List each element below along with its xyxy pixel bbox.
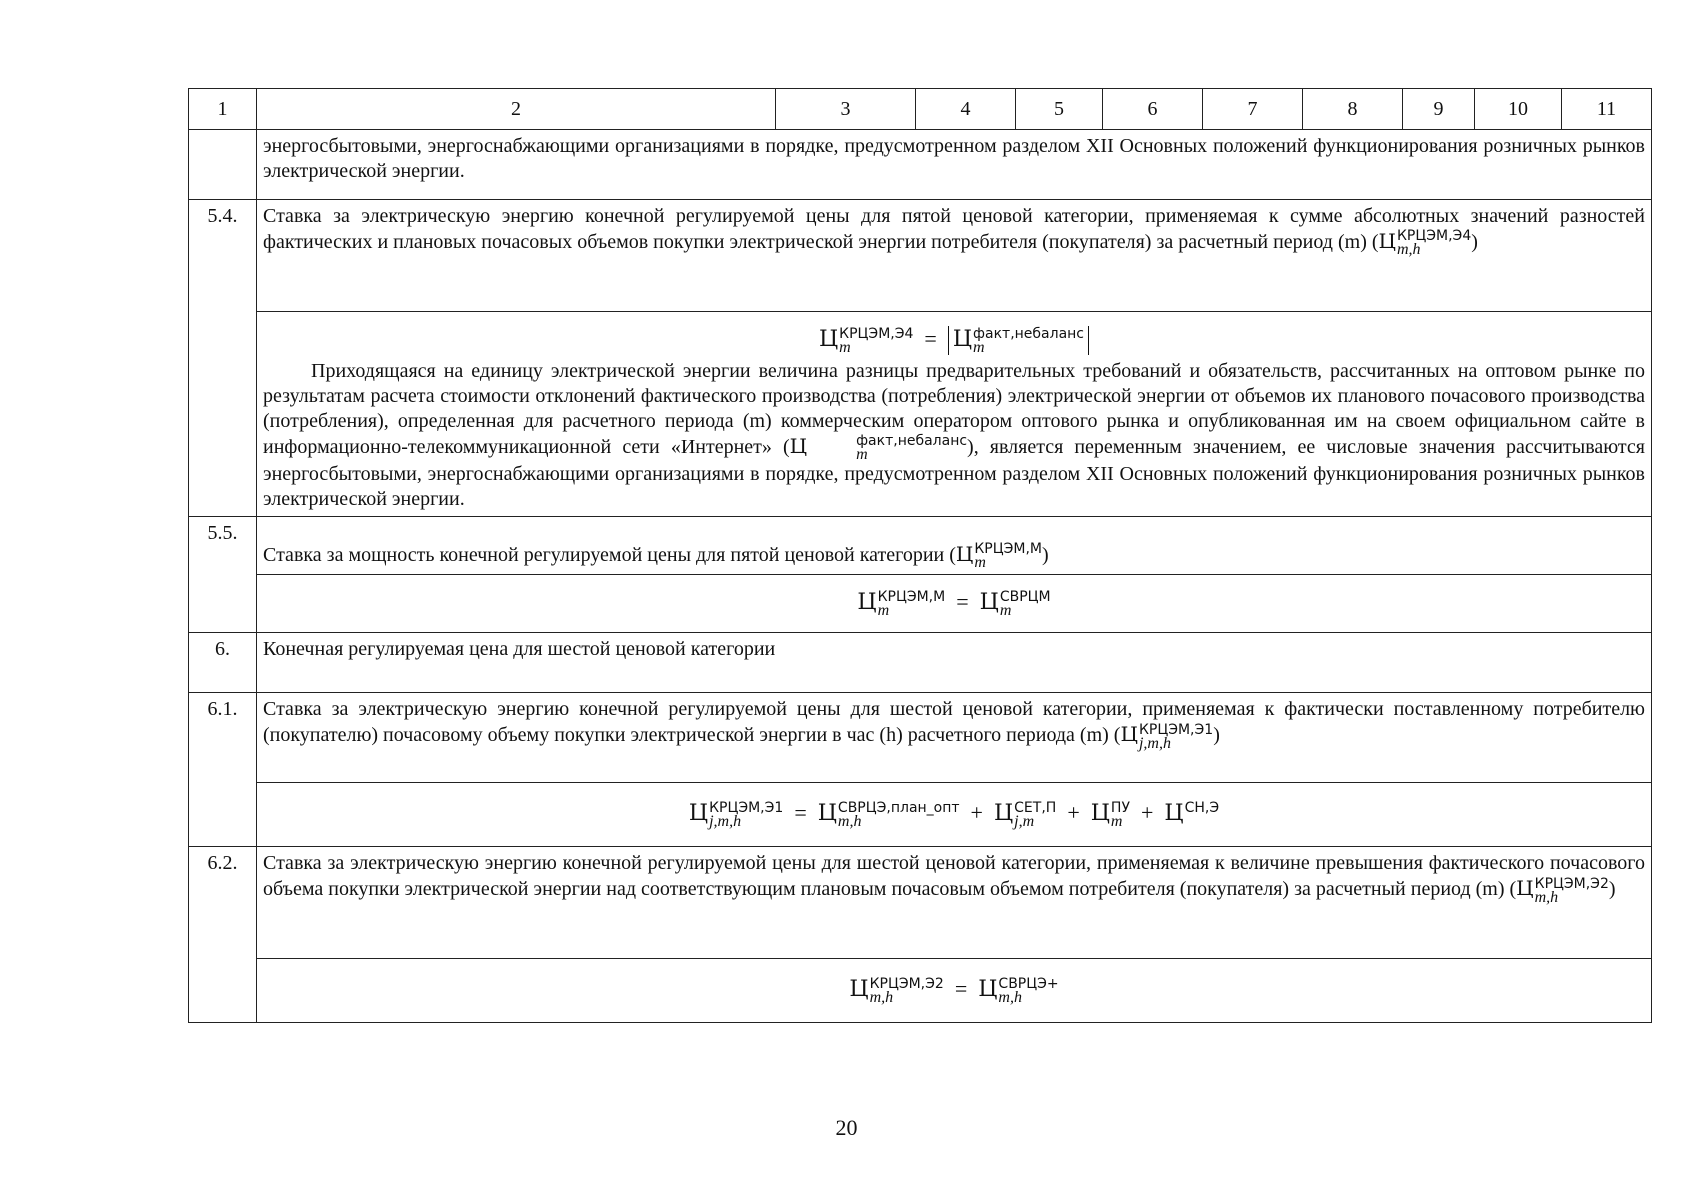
table-row xyxy=(189,575,1652,633)
table-row xyxy=(189,633,1652,693)
table-row xyxy=(189,959,1652,1023)
header-cell: 4 xyxy=(916,89,1016,130)
header-cell: 10 xyxy=(1475,89,1562,130)
row-text: Ставка за электрическую энергию конечной регулируемой цены для шестой ценовой категории, применяемая к величине превышения фактического почасового объема покупки электрической энергии над соответствующим плановым почасовым объемом потребителя (покупателя) за расчетный период (m) (Ц КРЦЭМ,Э2 m,h ) xyxy=(257,847,1652,959)
table-row xyxy=(189,200,1652,312)
table-row xyxy=(189,693,1652,783)
row-number: 6.2. xyxy=(189,847,257,1023)
table-row xyxy=(189,847,1652,959)
header-cell: 6 xyxy=(1103,89,1203,130)
header-cell: 1 xyxy=(189,89,257,130)
row-text: Конечная регулируемая цена для шестой ценовой категории xyxy=(257,633,1652,693)
header-cell: 2 xyxy=(257,89,776,130)
header-cell: 8 xyxy=(1303,89,1403,130)
table-row xyxy=(189,130,1652,200)
row-text: Ставка за мощность конечной регулируемой цены для пятой ценовой категории (Ц КРЦЭМ,М m ) xyxy=(257,517,1652,575)
header-cell: 11 xyxy=(1562,89,1652,130)
header-cell: 9 xyxy=(1403,89,1475,130)
table-row xyxy=(189,517,1652,575)
formula: Ц КРЦЭМ,Э1 j,m,h = Ц СВРЦЭ,план_опт m,h + Ц СЕТ,П j,m + Ц ПУ m + Ц СН,Э xyxy=(257,783,1652,847)
table-row xyxy=(189,312,1652,517)
table-row xyxy=(189,783,1652,847)
header-cell: 5 xyxy=(1016,89,1103,130)
paragraph: Приходящаяся на единицу электрической энергии величина разницы предварительных требований и обязательств, рассчитанных на оптовом рынке по результатам расчета стоимости отклонений фактического производства (потребления) электрической энергии от объемов их планового почасового производства (потребления), определенная для расчетного периода (m) коммерческим оператором оптового рынка и опубликованная им на своем официальном сайте в информационно-телекоммуникационной сети «Интернет» (Ц факт,небаланс m ), является переменным значением, ее числовые значения рассчитываются энергосбытовыми, энергоснабжающими организациями в порядке, предусмотренном разделом XII Основных положений функционирования розничных рынков электрической энергии. xyxy=(263,359,1645,511)
row-number: 6.1. xyxy=(189,693,257,847)
page-number: 20 xyxy=(835,1115,858,1140)
row-text: Ставка за электрическую энергию конечной регулируемой цены для пятой ценовой категории, применяемая к сумме абсолютных значений разностей фактических и плановых почасовых объемов покупки электрической энергии потребителя (покупателя) за расчетный период (m) (Ц КРЦЭМ,Э4 m,h ) xyxy=(257,200,1652,312)
row-number: 5.4. xyxy=(189,200,257,517)
formula: Ц КРЦЭМ,Э4 m = Ц факт,небаланс m xyxy=(263,316,1645,359)
formula: Ц КРЦЭМ,Э2 m,h = Ц СВРЦЭ+ m,h xyxy=(257,959,1652,1023)
tariff-table xyxy=(188,88,1652,1023)
row-number: 6. xyxy=(189,633,257,693)
formula: Ц КРЦЭМ,М m = Ц СВРЦМ m xyxy=(257,575,1652,633)
continuation-text: энергосбытовыми, энергоснабжающими организациями в порядке, предусмотренном разделом XII Основных положений функционирования розничных рынков электрической энергии. xyxy=(257,130,1652,200)
row-text: Ставка за электрическую энергию конечной регулируемой цены для шестой ценовой категории, применяемая к фактически поставленному потребителю (покупателю) почасовому объему покупки электрической энергии в час (h) расчетного периода (m) (Ц КРЦЭМ,Э1 j,m,h ) xyxy=(257,693,1652,783)
header-cell: 3 xyxy=(776,89,916,130)
header-cell: 7 xyxy=(1203,89,1303,130)
row-number: 5.5. xyxy=(189,517,257,633)
header-row xyxy=(189,89,1652,130)
formula-block xyxy=(257,312,1652,517)
